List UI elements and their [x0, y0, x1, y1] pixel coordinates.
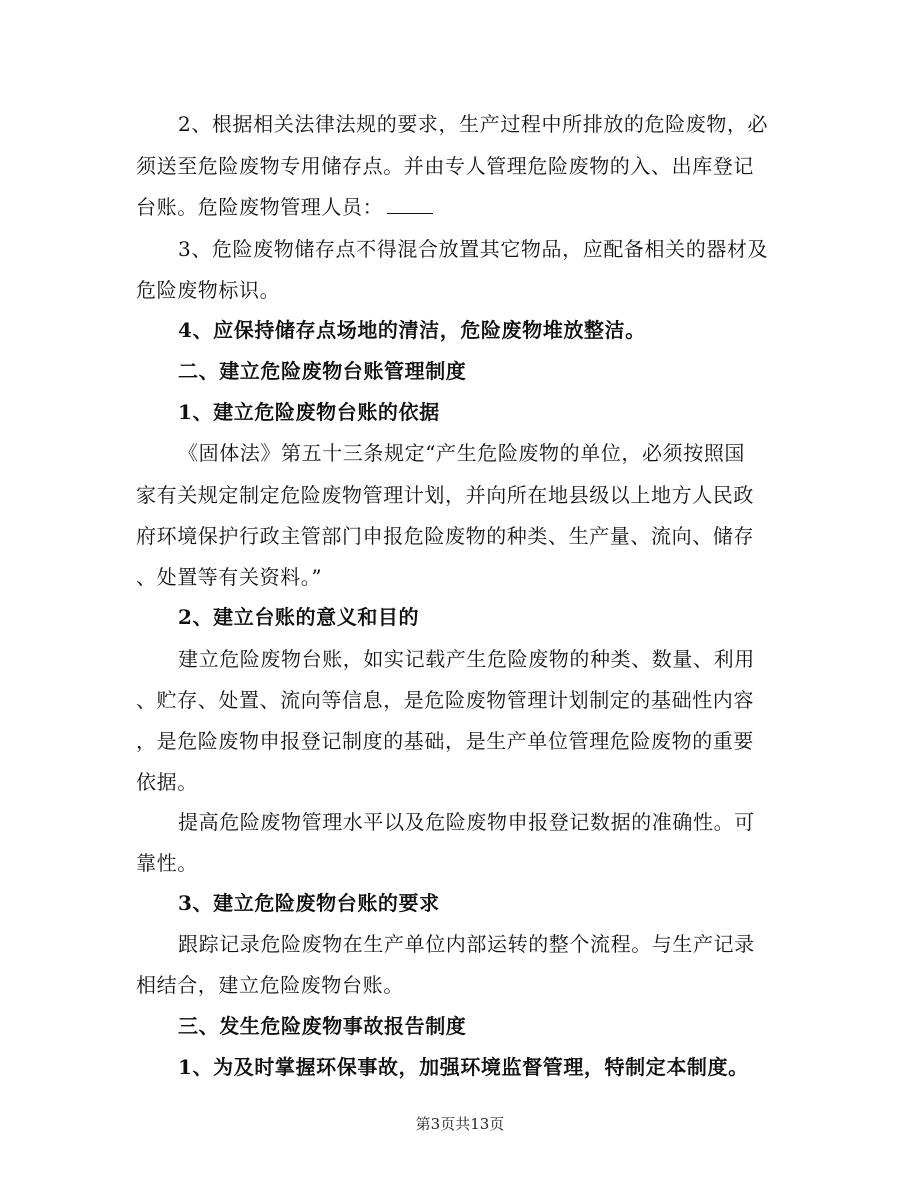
requirement-line-2: 相结合，建立危险废物台账。: [136, 973, 404, 997]
section-heading-2: 二、建立危险废物台账管理制度: [178, 359, 467, 383]
subheading-3-1: 1、为及时掌握环保事故，加强环境监督管理，特制定本制度。: [178, 1055, 749, 1079]
paragraph-2-line-3: [136, 193, 433, 221]
subheading-2-2: 2、建立台账的意义和目的: [178, 605, 420, 629]
subheading-2-3: 3、建立危险废物台账的要求: [178, 891, 440, 915]
section-heading-3: 三、发生危险废物事故报告制度: [178, 1014, 467, 1038]
quote-line-1: 《固体法》第五十三条规定“产生危险废物的单位，必须按照国: [178, 441, 746, 465]
requirement-line-1: 跟踪记录危险废物在生产单位内部运转的整个流程。与生产记录: [178, 932, 755, 956]
meaning-line-4: 依据。: [136, 770, 198, 794]
subheading-2-1: 1、建立危险废物台账的依据: [178, 400, 440, 424]
quote-line-2: 家有关规定制定危险废物管理计划，并向所在地县级以上地方人民政: [136, 483, 754, 507]
improve-line-2: 靠性。: [136, 851, 198, 875]
quote-line-4: 、处置等有关资料。”: [136, 565, 323, 589]
paragraph-2-line-3-text: 台账。危险废物管理人员：: [136, 195, 384, 219]
meaning-line-2: 、贮存、处置、流向等信息，是危险废物管理计划制定的基础性内容: [136, 688, 754, 712]
page-number-footer: 第3页共13页: [415, 1115, 505, 1133]
paragraph-2-line-2: 须送至危险废物专用储存点。并由专人管理危险废物的入、出库登记: [136, 154, 754, 178]
quote-line-3: 府环境保护行政主管部门申报危险废物的种类、生产量、流向、储存: [136, 524, 754, 548]
improve-line-1: 提高危险废物管理水平以及危险废物申报登记数据的准确性。可: [178, 810, 755, 834]
meaning-line-3: ，是危险废物申报登记制度的基础，是生产单位管理危险废物的重要: [136, 729, 754, 753]
paragraph-3-line-1: 3、危险废物储存点不得混合放置其它物品，应配备相关的器材及: [178, 237, 769, 261]
paragraph-2-line-1: 2、根据相关法律法规的要求，生产过程中所排放的危险废物，必: [178, 112, 769, 136]
paragraph-3-line-2: 危险废物标识。: [136, 278, 281, 302]
manager-blank-field: [387, 195, 433, 214]
meaning-line-1: 建立危险废物台账，如实记载产生危险废物的种类、数量、利用: [178, 647, 755, 671]
paragraph-4: 4、应保持储存点场地的清洁，危险废物堆放整洁。: [178, 318, 646, 342]
